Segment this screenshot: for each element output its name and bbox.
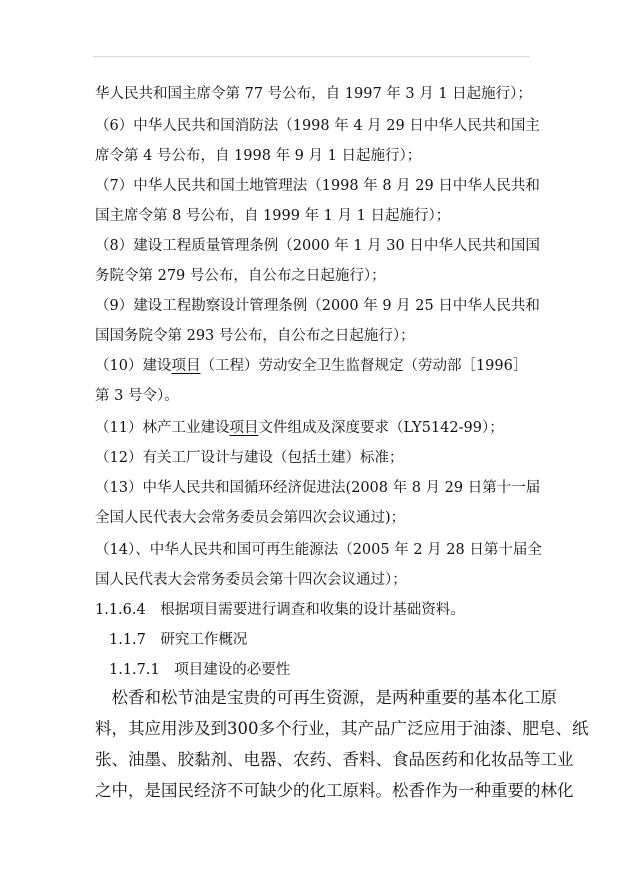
text-line: （12）有关工厂设计与建设（包括土建）标准； — [95, 450, 404, 466]
text-line: （11）林产工业建设项目文件组成及深度要求（LY5142-99）； — [95, 420, 504, 436]
text-line: （10）建设项目（工程）劳动安全卫生监督规定（劳动部［1996］ — [95, 358, 528, 374]
text-line: 国人民代表大会常务委员会第十四次会议通过）； — [95, 572, 407, 588]
section-heading-1-1-6-4: 1.1.6.4 根据项目需要进行调查和收集的设计基础资料。 — [95, 602, 465, 618]
section-heading-1-1-7: 1.1.7 研究工作概况 — [109, 632, 248, 648]
paragraph-line: 之中，是国民经济不可缺少的化工原料。松香作为一种重要的林化 — [95, 781, 574, 800]
text-line: （6）中华人民共和国消防法（1998 年 4 月 29 日中华人民共和国主 — [95, 118, 540, 134]
text-line: 席令第 4 号公布，自 1998 年 9 月 1 日起施行）； — [95, 148, 422, 164]
text-line: 全国人民代表大会常务委员会第四次会议通过)； — [95, 510, 406, 526]
text-line: 华人民共和国主席令第 77 号公布，自 1997 年 3 月 1 日起施行）； — [95, 86, 532, 102]
text-line: （14）、中华人民共和国可再生能源法（2005 年 2 月 28 日第十届全 — [95, 542, 542, 558]
text-line: 务院令第 279 号公布，自公布之日起施行）； — [95, 268, 386, 284]
text-line: （9）建设工程勘察设计管理条例（2000 年 9 月 25 日中华人民共和 — [95, 298, 540, 314]
paragraph-line: 张、油墨、胶黏剂、电器、农药、香料、食品医药和化妆品等工业 — [95, 750, 574, 769]
underlined-term: 项目 — [229, 420, 259, 436]
section-heading-1-1-7-1: 1.1.7.1 项目建设的必要性 — [109, 662, 291, 678]
text-line: （7）中华人民共和国土地管理法（1998 年 8 月 29 日中华人民共和 — [95, 178, 540, 194]
text-line: 国主席令第 8 号公布，自 1999 年 1 月 1 日起施行）； — [95, 208, 451, 224]
text-line: （13）中华人民共和国循环经济促进法(2008 年 8 月 29 日第十一届 — [95, 480, 541, 496]
text-line: （8）建设工程质量管理条例（2000 年 1 月 30 日中华人民共和国国 — [95, 238, 540, 254]
underlined-term: 项目 — [171, 358, 201, 374]
header-rule — [93, 56, 530, 57]
text-line: 国国务院令第 293 号公布，自公布之日起施行）； — [95, 328, 415, 344]
paragraph-line: 松香和松节油是宝贵的可再生资源，是两种重要的基本化工原 — [95, 688, 557, 707]
paragraph-line: 料，其应用涉及到300多个行业，其产品广泛应用于油漆、肥皂、纸 — [95, 719, 589, 738]
text-line: 第 3 号令）。 — [95, 388, 179, 404]
